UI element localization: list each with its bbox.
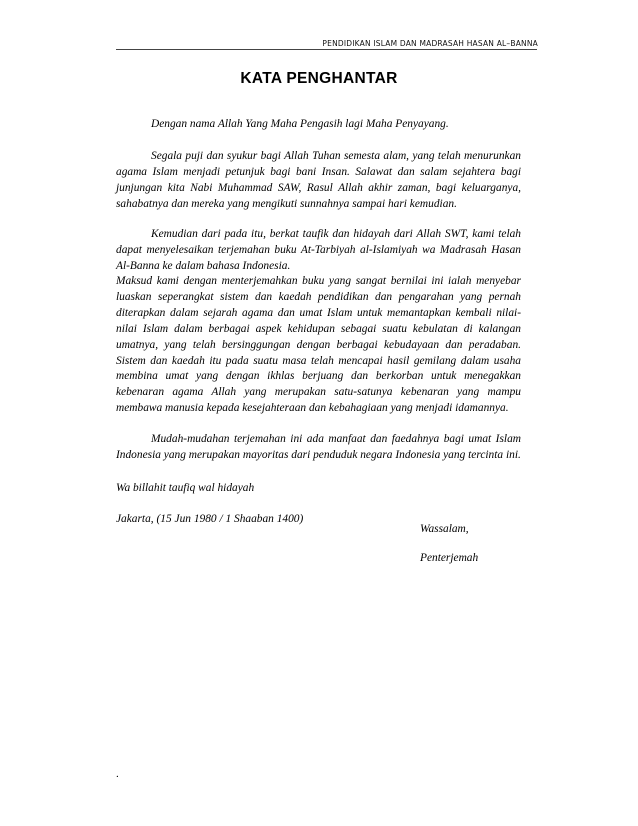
paragraph-3 xyxy=(116,274,521,417)
page-title: KATA PENGHANTAR xyxy=(240,70,398,87)
footer-mark: . xyxy=(116,768,119,780)
paragraph-text: Wa billahit taufiq wal hidayah xyxy=(116,482,255,494)
paragraph-4 xyxy=(116,432,521,464)
paragraph-text: Kemudian dari pada itu, berkat taufik dan hidayah dari Allah SWT, kami telah dapat menyelesaikan terjemahan buku At-Tarbiyah al-Islamiyah wa Madrasah Hasan Al-Banna ke dalam bahasa Indonesia. xyxy=(116,228,521,272)
opening-line xyxy=(116,117,521,133)
opening-text: Dengan nama Allah Yang Maha Pengasih lagi Maha Penyayang. xyxy=(151,118,449,130)
signature-translator: Penterjemah xyxy=(420,552,479,564)
paragraph-2 xyxy=(116,227,521,275)
closing-salutation: Wassalam, xyxy=(420,523,469,535)
paragraph-5 xyxy=(116,481,521,497)
place-date-text: Jakarta, (15 Jun 1980 / 1 Shaaban 1400) xyxy=(116,513,304,525)
paragraph-text: Maksud kami dengan menterjemahkan buku yang sangat bernilai ini ialah menyebar luaskan seperangkat sistem dan kaedah pendidikan dan pengarahan yang pernah diterapkan dalam sejarah agama dan umat Islam untuk memantapkan kembali nilai-nilai Islam dalam berbagai aspek kehidupan sebagai suatu kebulatan di kalangan umatnya, yang telah bersinggungan dengan berbagai kebudayaan dan peradaban. Sistem dan kaedah itu pada suatu masa telah mencapai hasil gemilang dalam usaha membina umat yang dengan ikhlas berjuang dan berkorban untuk menegakkan kebenaran agama Allah yang merupakan satu-satunya kebenaran yang mampu membawa manusia kepada kesejahteraan dan kebahagiaan yang menjadi idamannya. xyxy=(116,275,521,415)
paragraph-text: Mudah-mudahan terjemahan ini ada manfaat dan faedahnya bagi umat Islam Indonesia yang merupakan mayoritas dari penduduk negara Indonesia yang tercinta ini. xyxy=(116,433,521,461)
running-header: PENDIDIKAN ISLAM DAN MADRASAH HASAN AL–BANNA xyxy=(322,39,538,48)
header-rule xyxy=(116,49,537,50)
paragraph-text: Segala puji dan syukur bagi Allah Tuhan semesta alam, yang telah menurunkan agama Islam menjadi petunjuk bagi bani Insan. Salawat dan salam sejahtera bagi junjungan kita Nabi Muhammad SAW, Rasul Allah akhir zaman, bagi keluarganya, sahabatnya dan mereka yang mengikuti sunnahnya sampai hari kemudian. xyxy=(116,150,521,210)
paragraph-1 xyxy=(116,149,521,213)
